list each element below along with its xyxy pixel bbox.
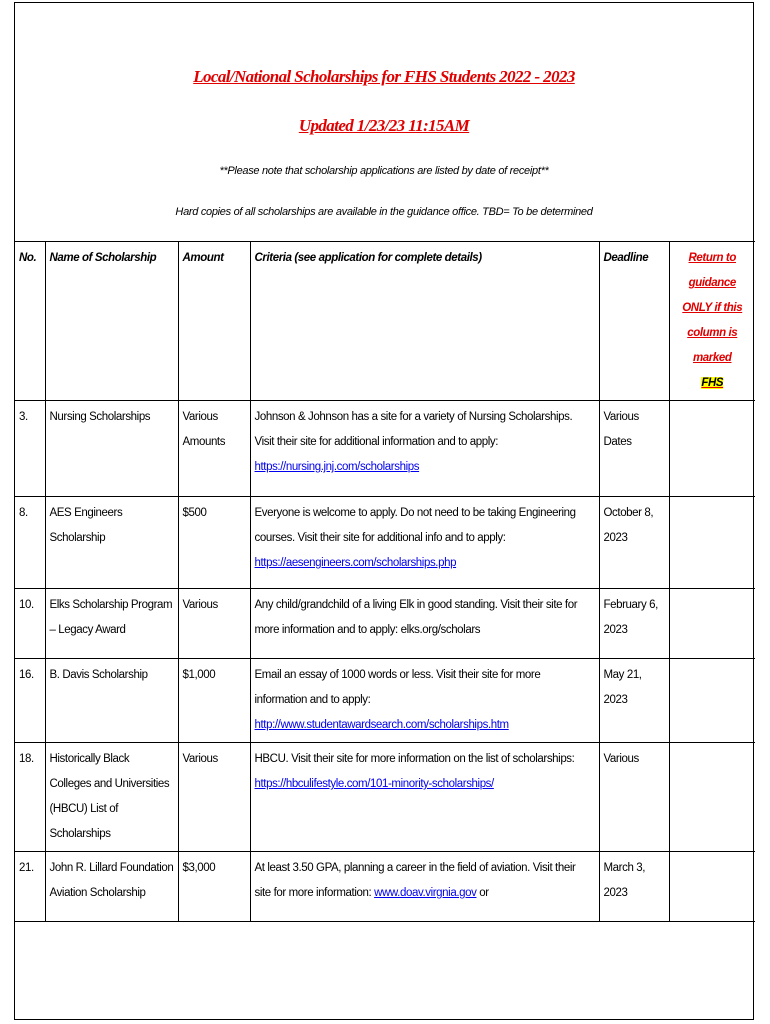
header-no: No. <box>15 242 45 401</box>
scholarship-deadline: Various <box>599 743 669 852</box>
scholarship-link[interactable]: http://www.studentawardsearch.com/scholarships.htm <box>254 719 509 731</box>
scholarship-link[interactable]: www.doav.virgnia.gov <box>374 887 477 899</box>
table-row <box>15 659 755 743</box>
guidance-note: Hard copies of all scholarships are available in the guidance office. TBD= To be determined <box>175 206 593 218</box>
row-number: 10. <box>15 589 45 659</box>
scholarship-criteria <box>250 401 599 497</box>
fhs-marker: FHS <box>701 377 724 389</box>
header-return <box>669 242 755 401</box>
table-row <box>15 852 755 922</box>
row-number: 21. <box>15 852 45 922</box>
document-title: Local/National Scholarships for FHS Students 2022 - 2023 <box>193 67 575 86</box>
return-cell <box>669 497 755 589</box>
scholarship-criteria <box>250 852 599 922</box>
return-instruction: Return to guidance ONLY if this column is marked <box>682 252 743 364</box>
row-number: 18. <box>15 743 45 852</box>
return-cell <box>669 659 755 743</box>
header-amount: Amount <box>178 242 250 401</box>
return-cell <box>669 852 755 922</box>
criteria-text: Any child/grandchild of a living Elk in good standing. Visit their site for more information and to apply: elks.org/scholars <box>254 599 578 636</box>
criteria-text: HBCU. Visit their site for more information on the list of scholarships: <box>254 753 575 765</box>
criteria-tail: or <box>476 887 489 899</box>
scholarship-table <box>15 241 755 922</box>
scholarship-name: Elks Scholarship Program – Legacy Award <box>45 589 178 659</box>
scholarship-amount: $3,000 <box>178 852 250 922</box>
scholarship-deadline: March 3, 2023 <box>599 852 669 922</box>
scholarship-link[interactable]: https://aesengineers.com/scholarships.php <box>254 557 457 569</box>
criteria-text: Johnson & Johnson has a site for a variety of Nursing Scholarships. Visit their site for additional information and to apply: <box>254 411 573 448</box>
table-header-row <box>15 242 755 401</box>
criteria-text: Everyone is welcome to apply. Do not need to be taking Engineering courses. Visit their site for additional info and to apply: <box>254 507 576 544</box>
return-cell <box>669 743 755 852</box>
row-number: 16. <box>15 659 45 743</box>
scholarship-amount: Various Amounts <box>178 401 250 497</box>
scholarship-criteria <box>250 743 599 852</box>
scholarship-link[interactable]: https://nursing.jnj.com/scholarships <box>254 461 420 473</box>
table-row <box>15 589 755 659</box>
receipt-note: **Please note that scholarship applications are listed by date of receipt** <box>219 165 549 177</box>
scholarship-name: AES Engineers Scholarship <box>45 497 178 589</box>
header-name: Name of Scholarship <box>45 242 178 401</box>
return-cell <box>669 589 755 659</box>
table-row <box>15 401 755 497</box>
scholarship-criteria <box>250 659 599 743</box>
scholarship-name: Nursing Scholarships <box>45 401 178 497</box>
scholarship-deadline: October 8, 2023 <box>599 497 669 589</box>
table-row <box>15 497 755 589</box>
scholarship-name: B. Davis Scholarship <box>45 659 178 743</box>
scholarship-amount: Various <box>178 743 250 852</box>
scholarship-link[interactable]: https://hbculifestyle.com/101-minority-scholarships/ <box>254 778 494 790</box>
row-number: 3. <box>15 401 45 497</box>
scholarship-deadline: Various Dates <box>599 401 669 497</box>
scholarship-name: John R. Lillard Foundation Aviation Scholarship <box>45 852 178 922</box>
scholarship-amount: $1,000 <box>178 659 250 743</box>
criteria-text: At least 3.50 GPA, planning a career in the field of aviation. Visit their site for more information: <box>254 862 576 899</box>
scholarship-deadline: February 6, 2023 <box>599 589 669 659</box>
scholarship-amount: $500 <box>178 497 250 589</box>
table-row <box>15 743 755 852</box>
header-deadline: Deadline <box>599 242 669 401</box>
scholarship-criteria <box>250 589 599 659</box>
document-page <box>14 2 754 1020</box>
scholarship-deadline: May 21, 2023 <box>599 659 669 743</box>
scholarship-amount: Various <box>178 589 250 659</box>
return-cell <box>669 401 755 497</box>
updated-date: Updated 1/23/23 11:15AM <box>298 116 470 135</box>
criteria-text: Email an essay of 1000 words or less. Visit their site for more information and to apply: <box>254 669 541 706</box>
header-criteria: Criteria (see application for complete details) <box>250 242 599 401</box>
scholarship-name: Historically Black Colleges and Universities (HBCU) List of Scholarships <box>45 743 178 852</box>
row-number: 8. <box>15 497 45 589</box>
scholarship-criteria <box>250 497 599 589</box>
